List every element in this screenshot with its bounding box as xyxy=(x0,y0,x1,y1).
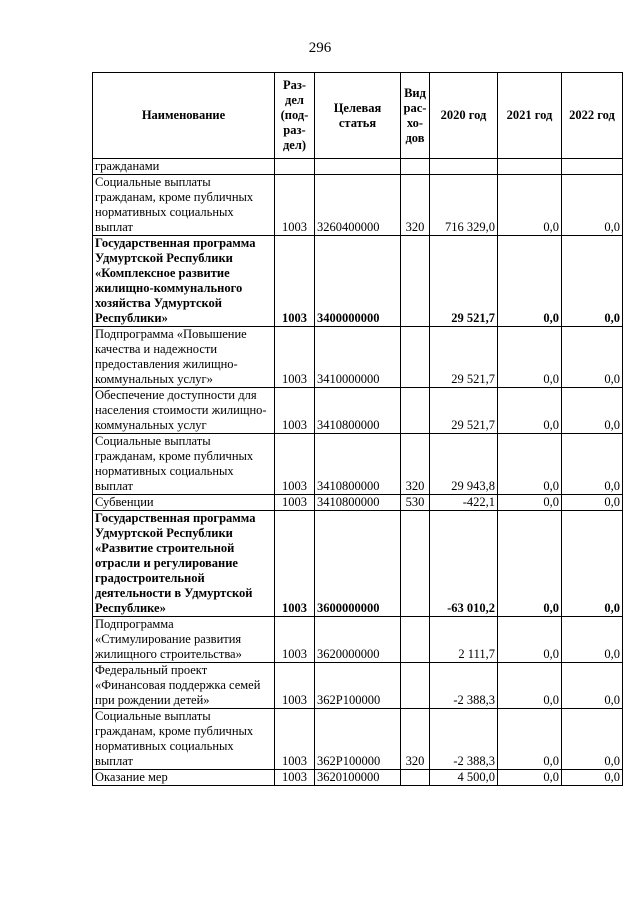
table-row xyxy=(93,709,623,770)
cell-name: гражданами xyxy=(93,159,275,175)
header-name: Наименование xyxy=(93,73,275,159)
cell-name: Субвенции xyxy=(93,495,275,511)
header-target: Целевая статья xyxy=(315,73,401,159)
cell-2022: 0,0 xyxy=(562,236,623,327)
table-row xyxy=(93,159,623,175)
cell-2020: 4 500,0 xyxy=(430,770,498,786)
header-2022: 2022 год xyxy=(562,73,623,159)
page-number: 296 xyxy=(308,40,332,56)
cell-2022 xyxy=(562,159,623,175)
cell-section: 1003 xyxy=(275,495,315,511)
cell-2022: 0,0 xyxy=(562,175,623,236)
cell-expense-type: 530 xyxy=(401,495,430,511)
cell-2020: -2 388,3 xyxy=(430,663,498,709)
cell-target: 3400000000 xyxy=(315,236,401,327)
cell-2020: 29 521,7 xyxy=(430,236,498,327)
cell-target: 3410800000 xyxy=(315,495,401,511)
cell-name: Государственная программа Удмуртской Республики «Развитие строительной отрасли и регулирование градостроительной деятельности в Удмуртской Республике» xyxy=(93,511,275,617)
cell-target: 3410800000 xyxy=(315,434,401,495)
cell-target: 3410800000 xyxy=(315,388,401,434)
cell-section: 1003 xyxy=(275,175,315,236)
cell-section: 1003 xyxy=(275,663,315,709)
cell-expense-type xyxy=(401,663,430,709)
cell-name: Социальные выплаты гражданам, кроме публичных нормативных социальных выплат xyxy=(93,709,275,770)
cell-section: 1003 xyxy=(275,236,315,327)
cell-expense-type xyxy=(401,617,430,663)
header-section: Раз-дел (под-раз-дел) xyxy=(275,73,315,159)
cell-name: Государственная программа Удмуртской Республики «Комплексное развитие жилищно-коммунального хозяйства Удмуртской Республики» xyxy=(93,236,275,327)
cell-2020: -2 388,3 xyxy=(430,709,498,770)
cell-name: Федеральный проект «Финансовая поддержка семей при рождении детей» xyxy=(93,663,275,709)
cell-section: 1003 xyxy=(275,770,315,786)
cell-target xyxy=(315,159,401,175)
cell-expense-type xyxy=(401,236,430,327)
cell-expense-type xyxy=(401,327,430,388)
cell-2021: 0,0 xyxy=(498,495,562,511)
cell-2022: 0,0 xyxy=(562,663,623,709)
cell-target: 362P100000 xyxy=(315,709,401,770)
cell-2021: 0,0 xyxy=(498,770,562,786)
cell-2021: 0,0 xyxy=(498,709,562,770)
cell-section: 1003 xyxy=(275,327,315,388)
cell-2021: 0,0 xyxy=(498,388,562,434)
cell-expense-type xyxy=(401,770,430,786)
cell-name: Оказание мер xyxy=(93,770,275,786)
cell-2022: 0,0 xyxy=(562,388,623,434)
cell-section: 1003 xyxy=(275,617,315,663)
cell-2022: 0,0 xyxy=(562,327,623,388)
cell-name: Подпрограмма «Стимулирование развития жилищного строительства» xyxy=(93,617,275,663)
cell-expense-type xyxy=(401,159,430,175)
table-row xyxy=(93,617,623,663)
table-row xyxy=(93,434,623,495)
cell-section: 1003 xyxy=(275,434,315,495)
cell-2022: 0,0 xyxy=(562,617,623,663)
header-2021: 2021 год xyxy=(498,73,562,159)
cell-expense-type: 320 xyxy=(401,434,430,495)
cell-name: Подпрограмма «Повышение качества и надежности предоставления жилищно-коммунальных услуг» xyxy=(93,327,275,388)
cell-2022: 0,0 xyxy=(562,511,623,617)
table-row xyxy=(93,236,623,327)
cell-expense-type: 320 xyxy=(401,709,430,770)
cell-target: 3620000000 xyxy=(315,617,401,663)
cell-2021: 0,0 xyxy=(498,617,562,663)
header-2020: 2020 год xyxy=(430,73,498,159)
cell-2020: -422,1 xyxy=(430,495,498,511)
table-header-row xyxy=(93,73,623,159)
table-body xyxy=(93,159,623,786)
cell-2021: 0,0 xyxy=(498,327,562,388)
budget-table xyxy=(92,72,623,786)
cell-section: 1003 xyxy=(275,388,315,434)
cell-2020: -63 010,2 xyxy=(430,511,498,617)
cell-name: Социальные выплаты гражданам, кроме публичных нормативных социальных выплат xyxy=(93,175,275,236)
cell-name: Социальные выплаты гражданам, кроме публичных нормативных социальных выплат xyxy=(93,434,275,495)
cell-2020: 2 111,7 xyxy=(430,617,498,663)
table-row xyxy=(93,327,623,388)
table-row xyxy=(93,495,623,511)
cell-2020: 29 521,7 xyxy=(430,327,498,388)
cell-section xyxy=(275,159,315,175)
cell-expense-type xyxy=(401,511,430,617)
cell-2022: 0,0 xyxy=(562,495,623,511)
table-row xyxy=(93,511,623,617)
table-row xyxy=(93,770,623,786)
cell-2021: 0,0 xyxy=(498,663,562,709)
table-row xyxy=(93,388,623,434)
cell-target: 3620100000 xyxy=(315,770,401,786)
cell-target: 3260400000 xyxy=(315,175,401,236)
cell-2020: 716 329,0 xyxy=(430,175,498,236)
cell-2021: 0,0 xyxy=(498,175,562,236)
cell-2021 xyxy=(498,159,562,175)
cell-target: 3410000000 xyxy=(315,327,401,388)
header-expense-type: Вид рас-хо-дов xyxy=(401,73,430,159)
cell-2022: 0,0 xyxy=(562,434,623,495)
cell-2022: 0,0 xyxy=(562,709,623,770)
cell-name: Обеспечение доступности для населения стоимости жилищно-коммунальных услуг xyxy=(93,388,275,434)
cell-2020 xyxy=(430,159,498,175)
cell-expense-type: 320 xyxy=(401,175,430,236)
cell-2020: 29 521,7 xyxy=(430,388,498,434)
table-row xyxy=(93,663,623,709)
cell-expense-type xyxy=(401,388,430,434)
cell-section: 1003 xyxy=(275,709,315,770)
cell-2021: 0,0 xyxy=(498,434,562,495)
cell-2022: 0,0 xyxy=(562,770,623,786)
cell-2020: 29 943,8 xyxy=(430,434,498,495)
cell-target: 3600000000 xyxy=(315,511,401,617)
cell-2021: 0,0 xyxy=(498,236,562,327)
cell-target: 362P100000 xyxy=(315,663,401,709)
cell-2021: 0,0 xyxy=(498,511,562,617)
table-row xyxy=(93,175,623,236)
cell-section: 1003 xyxy=(275,511,315,617)
